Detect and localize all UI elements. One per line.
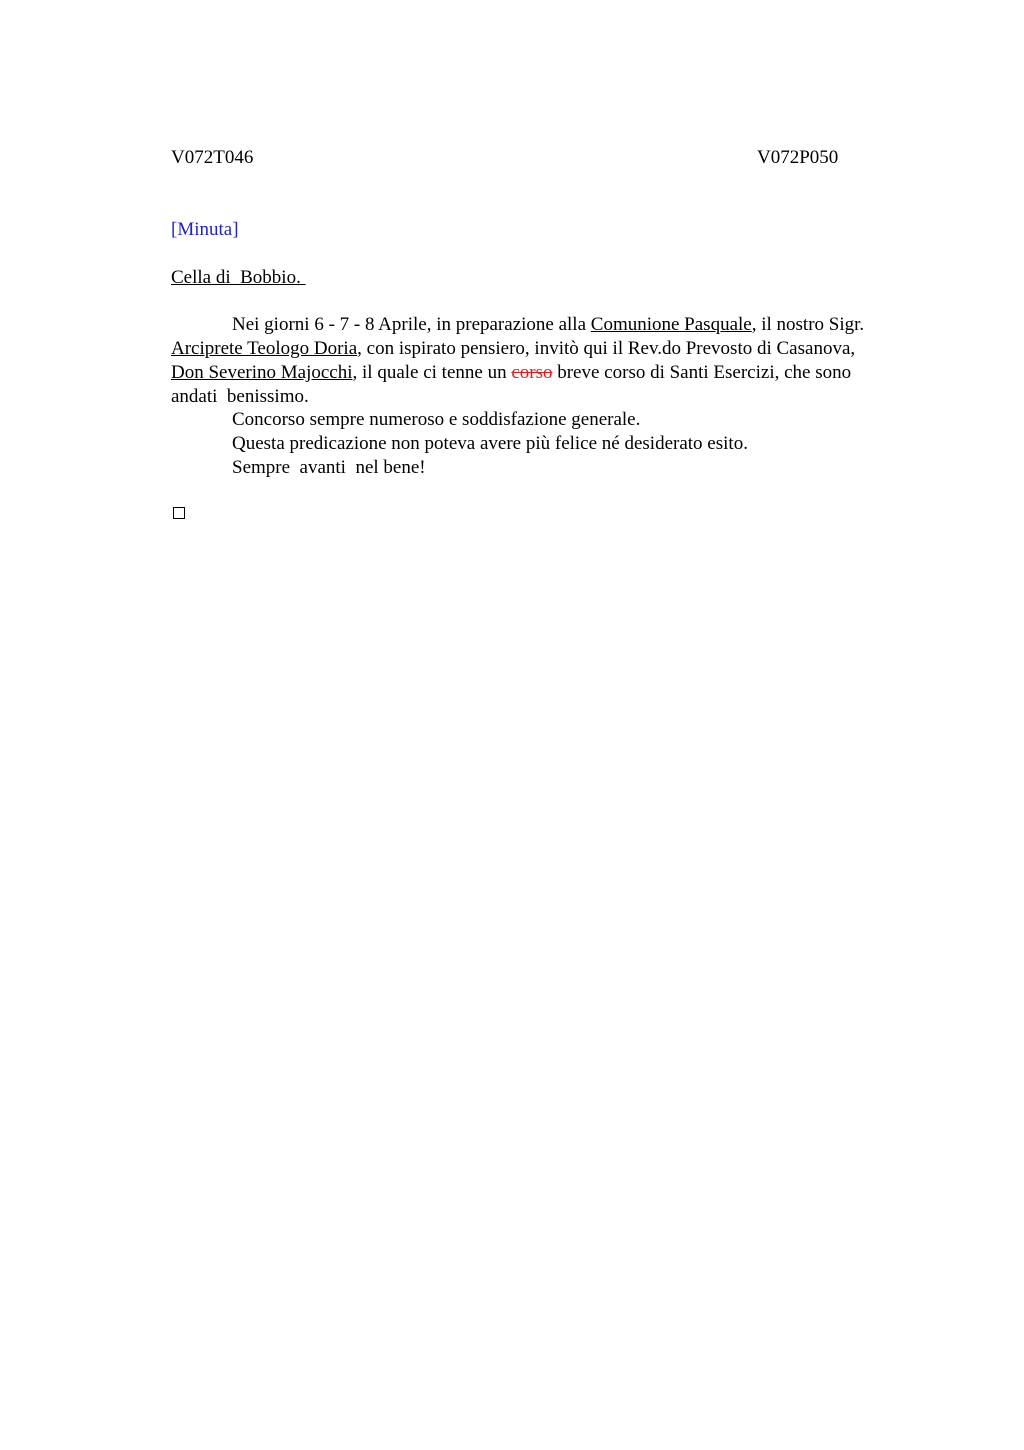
paragraph-text: , il quale ci tenne un	[352, 362, 512, 383]
predicazione-line: Questa predicazione non poteva avere più felice né desiderato esito.	[232, 433, 748, 454]
paragraph-line-3	[171, 361, 851, 385]
paragraph-line-1	[232, 313, 864, 337]
sempre-avanti-line: Sempre avanti nel bene!	[232, 457, 426, 478]
paragraph-line-4: andati benissimo.	[171, 386, 309, 407]
document-code-left: V072T046	[171, 147, 254, 168]
paragraph-text: , il nostro Sigr.	[751, 314, 865, 335]
document-code-right: V072P050	[757, 147, 839, 168]
concorso-line: Concorso sempre numeroso e soddisfazione generale.	[232, 409, 641, 430]
paragraph-line-2	[171, 337, 855, 361]
empty-box-symbol	[173, 507, 185, 519]
underlined-text: Comunione Pasquale	[590, 314, 752, 335]
underlined-text: Don Severino Majocchi	[171, 362, 353, 383]
paragraph-text: , con ispirato pensiero, invitò qui il Rev.do Prevosto di Casanova,	[357, 338, 856, 359]
document-title: Cella di Bobbio.	[171, 267, 306, 288]
minuta-tag: [Minuta]	[171, 219, 239, 240]
paragraph-text: breve corso di Santi Esercizi, che sono	[552, 362, 852, 383]
struck-through-word: corso	[511, 362, 553, 383]
underlined-text: Arciprete Teologo Doria	[171, 338, 358, 359]
paragraph-text: Nei giorni 6 - 7 - 8 Aprile, in preparazione alla	[232, 314, 591, 335]
